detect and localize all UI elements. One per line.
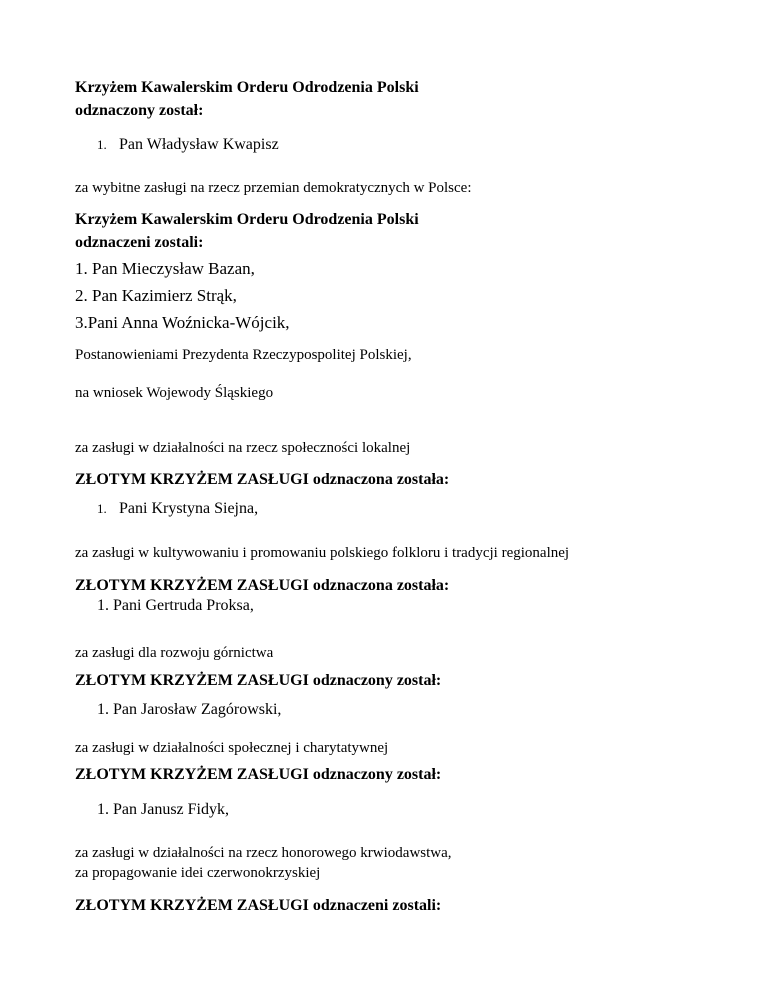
recipient-line: 3.Pani Anna Woźnicka-Wójcik, (75, 313, 290, 332)
decree-line: na wniosek Wojewody Śląskiego (75, 385, 274, 401)
list-item (97, 137, 279, 153)
award-heading: Krzyżem Kawalerskim Orderu Odrodzenia Polski (75, 211, 419, 228)
merit-description: za zasługi dla rozwoju górnictwa (75, 645, 274, 661)
award-heading: Krzyżem Kawalerskim Orderu Odrodzenia Polski (75, 79, 419, 96)
recipient-line: 1. Pani Gertruda Proksa, (97, 597, 254, 614)
merit-description: za zasługi w działalności na rzecz społeczności lokalnej (75, 440, 411, 456)
award-heading: ZŁOTYM KRZYŻEM ZASŁUGI odznaczona została: (75, 471, 450, 488)
recipient-name: Pan Władysław Kwapisz (119, 136, 279, 153)
award-heading: ZŁOTYM KRZYŻEM ZASŁUGI odznaczony został: (75, 766, 442, 783)
recipient-line: 1. Pan Jarosław Zagórowski, (97, 701, 282, 718)
recipient-line: 2. Pan Kazimierz Strąk, (75, 286, 237, 305)
list-number: 1. (97, 137, 107, 152)
award-heading: ZŁOTYM KRZYŻEM ZASŁUGI odznaczony został: (75, 672, 442, 689)
recipient-line: 1. Pan Mieczysław Bazan, (75, 259, 255, 278)
award-subheading: odznaczeni zostali: (75, 234, 204, 251)
merit-description: za propagowanie idei czerwonokrzyskiej (75, 865, 321, 881)
award-subheading: odznaczony został: (75, 102, 204, 119)
list-item (97, 501, 258, 517)
decree-line: Postanowieniami Prezydenta Rzeczypospolitej Polskiej, (75, 347, 412, 363)
merit-description: za zasługi w działalności społecznej i charytatywnej (75, 740, 389, 756)
merit-description: za zasługi w działalności na rzecz honorowego krwiodawstwa, (75, 845, 452, 861)
award-heading: ZŁOTYM KRZYŻEM ZASŁUGI odznaczeni zostali: (75, 897, 442, 914)
merit-description: za wybitne zasługi na rzecz przemian demokratycznych w Polsce: (75, 180, 472, 196)
merit-description: za zasługi w kultywowaniu i promowaniu polskiego folkloru i tradycji regionalnej (75, 545, 570, 561)
recipient-name: Pani Krystyna Siejna, (119, 500, 259, 517)
award-heading: ZŁOTYM KRZYŻEM ZASŁUGI odznaczona została: (75, 577, 450, 594)
recipient-line: 1. Pan Janusz Fidyk, (97, 801, 229, 818)
list-number: 1. (97, 501, 107, 516)
